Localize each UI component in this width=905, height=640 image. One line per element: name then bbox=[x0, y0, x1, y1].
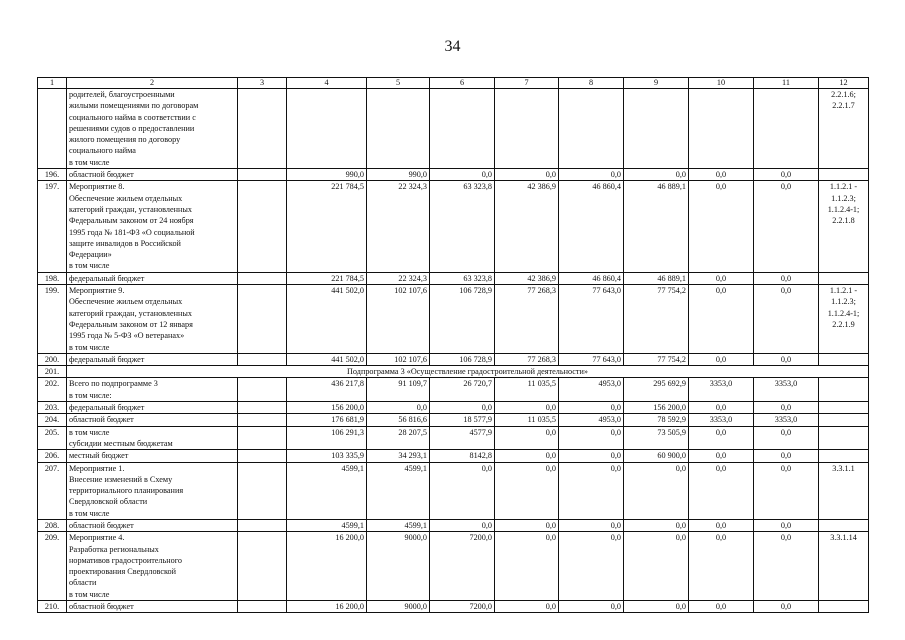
empty-cell bbox=[238, 353, 287, 365]
amount-cell: 18 577,9 bbox=[430, 414, 495, 426]
amount-cell: 0,0 bbox=[689, 169, 754, 181]
amount-cell: 0,0 bbox=[559, 402, 624, 414]
amount-cell: 156 200,0 bbox=[287, 402, 367, 414]
amount-cell bbox=[754, 89, 819, 169]
row-number-cell: 208. bbox=[38, 519, 67, 531]
amount-cell: 0,0 bbox=[754, 426, 819, 450]
amount-cell: 3353,0 bbox=[689, 414, 754, 426]
amount-cell: 102 107,6 bbox=[367, 353, 430, 365]
amount-cell: 28 207,5 bbox=[367, 426, 430, 450]
description-cell: областной бюджет bbox=[67, 169, 238, 181]
amount-cell: 0,0 bbox=[754, 462, 819, 519]
amount-cell: 4953,0 bbox=[559, 414, 624, 426]
amount-cell: 0,0 bbox=[559, 426, 624, 450]
target-reference-cell bbox=[819, 169, 869, 181]
amount-cell: 0,0 bbox=[430, 462, 495, 519]
header-cell: 10 bbox=[689, 78, 754, 89]
empty-cell bbox=[238, 285, 287, 354]
amount-cell: 7200,0 bbox=[430, 601, 495, 613]
table-row bbox=[38, 378, 869, 402]
amount-cell: 0,0 bbox=[367, 402, 430, 414]
empty-cell bbox=[238, 378, 287, 402]
amount-cell: 60 900,0 bbox=[624, 450, 689, 462]
amount-cell: 34 293,1 bbox=[367, 450, 430, 462]
amount-cell: 176 681,9 bbox=[287, 414, 367, 426]
amount-cell: 0,0 bbox=[689, 272, 754, 284]
amount-cell: 0,0 bbox=[689, 426, 754, 450]
amount-cell bbox=[287, 89, 367, 169]
amount-cell: 0,0 bbox=[689, 402, 754, 414]
amount-cell: 0,0 bbox=[689, 353, 754, 365]
amount-cell: 0,0 bbox=[754, 169, 819, 181]
amount-cell: 0,0 bbox=[430, 519, 495, 531]
empty-cell bbox=[238, 181, 287, 272]
amount-cell: 0,0 bbox=[754, 601, 819, 613]
header-cell: 5 bbox=[367, 78, 430, 89]
amount-cell bbox=[495, 89, 559, 169]
amount-cell: 77 754,2 bbox=[624, 353, 689, 365]
row-number-cell: 209. bbox=[38, 532, 67, 601]
table-row bbox=[38, 89, 869, 169]
amount-cell: 63 323,8 bbox=[430, 272, 495, 284]
amount-cell: 103 335,9 bbox=[287, 450, 367, 462]
amount-cell: 4599,1 bbox=[287, 519, 367, 531]
amount-cell: 0,0 bbox=[689, 285, 754, 354]
empty-cell bbox=[238, 532, 287, 601]
amount-cell: 3353,0 bbox=[689, 378, 754, 402]
target-reference-cell bbox=[819, 426, 869, 450]
row-number-cell: 198. bbox=[38, 272, 67, 284]
target-reference-cell bbox=[819, 378, 869, 402]
amount-cell: 77 268,3 bbox=[495, 285, 559, 354]
row-number-cell: 199. bbox=[38, 285, 67, 354]
target-reference-cell bbox=[819, 414, 869, 426]
table-row bbox=[38, 601, 869, 613]
amount-cell: 77 754,2 bbox=[624, 285, 689, 354]
amount-cell: 990,0 bbox=[287, 169, 367, 181]
amount-cell: 63 323,8 bbox=[430, 181, 495, 272]
empty-cell bbox=[238, 462, 287, 519]
row-number-cell: 207. bbox=[38, 462, 67, 519]
amount-cell: 0,0 bbox=[559, 462, 624, 519]
description-cell: местный бюджет bbox=[67, 450, 238, 462]
amount-cell: 78 592,9 bbox=[624, 414, 689, 426]
amount-cell bbox=[559, 89, 624, 169]
table-row bbox=[38, 426, 869, 450]
amount-cell: 3353,0 bbox=[754, 378, 819, 402]
amount-cell: 0,0 bbox=[430, 169, 495, 181]
amount-cell: 0,0 bbox=[689, 462, 754, 519]
target-reference-cell bbox=[819, 450, 869, 462]
amount-cell: 16 200,0 bbox=[287, 601, 367, 613]
amount-cell: 42 386,9 bbox=[495, 181, 559, 272]
description-cell: федеральный бюджет bbox=[67, 402, 238, 414]
amount-cell: 4599,1 bbox=[287, 462, 367, 519]
header-cell: 3 bbox=[238, 78, 287, 89]
amount-cell: 0,0 bbox=[430, 402, 495, 414]
table-row bbox=[38, 414, 869, 426]
row-number-cell: 203. bbox=[38, 402, 67, 414]
header-cell: 11 bbox=[754, 78, 819, 89]
table-row bbox=[38, 519, 869, 531]
amount-cell: 4599,1 bbox=[367, 462, 430, 519]
amount-cell: 0,0 bbox=[559, 169, 624, 181]
amount-cell: 156 200,0 bbox=[624, 402, 689, 414]
row-number-cell: 204. bbox=[38, 414, 67, 426]
description-cell: Мероприятие 8. Обеспечение жильем отдельных категорий граждан, установленных Федеральным законом от 24 ноября 1995 года № 181-ФЗ «О социальной защите инвалидов в Российской Федерации» в том числе bbox=[67, 181, 238, 272]
amount-cell bbox=[689, 89, 754, 169]
amount-cell: 4577,9 bbox=[430, 426, 495, 450]
empty-cell bbox=[238, 519, 287, 531]
header-cell: 9 bbox=[624, 78, 689, 89]
amount-cell: 0,0 bbox=[559, 450, 624, 462]
target-reference-cell bbox=[819, 601, 869, 613]
amount-cell: 221 784,5 bbox=[287, 272, 367, 284]
amount-cell: 0,0 bbox=[754, 285, 819, 354]
amount-cell: 42 386,9 bbox=[495, 272, 559, 284]
header-cell: 2 bbox=[67, 78, 238, 89]
row-number-cell: 202. bbox=[38, 378, 67, 402]
amount-cell bbox=[367, 89, 430, 169]
row-number-cell: 196. bbox=[38, 169, 67, 181]
amount-cell: 0,0 bbox=[559, 519, 624, 531]
empty-cell bbox=[238, 601, 287, 613]
amount-cell: 0,0 bbox=[495, 426, 559, 450]
amount-cell: 0,0 bbox=[754, 519, 819, 531]
amount-cell: 77 268,3 bbox=[495, 353, 559, 365]
amount-cell: 441 502,0 bbox=[287, 353, 367, 365]
empty-cell bbox=[238, 169, 287, 181]
amount-cell: 3353,0 bbox=[754, 414, 819, 426]
amount-cell: 46 889,1 bbox=[624, 272, 689, 284]
amount-cell: 0,0 bbox=[754, 402, 819, 414]
amount-cell: 221 784,5 bbox=[287, 181, 367, 272]
amount-cell: 106 728,9 bbox=[430, 285, 495, 354]
amount-cell: 0,0 bbox=[754, 450, 819, 462]
amount-cell: 9000,0 bbox=[367, 532, 430, 601]
header-cell: 4 bbox=[287, 78, 367, 89]
amount-cell bbox=[430, 89, 495, 169]
table-row bbox=[38, 462, 869, 519]
row-number-cell: 205. bbox=[38, 426, 67, 450]
table-row bbox=[38, 169, 869, 181]
amount-cell: 0,0 bbox=[495, 601, 559, 613]
description-cell: областной бюджет bbox=[67, 414, 238, 426]
subprogram-title-cell: Подпрограмма 3 «Осуществление градостроительной деятельности» bbox=[67, 366, 869, 378]
amount-cell: 0,0 bbox=[495, 402, 559, 414]
amount-cell: 0,0 bbox=[689, 532, 754, 601]
amount-cell: 16 200,0 bbox=[287, 532, 367, 601]
amount-cell: 0,0 bbox=[689, 450, 754, 462]
description-cell: Мероприятие 1. Внесение изменений в Схему территориального планирования Свердловской области в том числе bbox=[67, 462, 238, 519]
amount-cell: 295 692,9 bbox=[624, 378, 689, 402]
empty-cell bbox=[238, 402, 287, 414]
table-row bbox=[38, 353, 869, 365]
description-cell: Мероприятие 4. Разработка региональных нормативов градостроительного проектирования Свердловской области в том числе bbox=[67, 532, 238, 601]
table-row bbox=[38, 402, 869, 414]
table-row bbox=[38, 272, 869, 284]
description-cell: в том числе субсидии местным бюджетам bbox=[67, 426, 238, 450]
amount-cell: 77 643,0 bbox=[559, 285, 624, 354]
header-cell: 1 bbox=[38, 78, 67, 89]
target-reference-cell bbox=[819, 402, 869, 414]
amount-cell: 7200,0 bbox=[430, 532, 495, 601]
amount-cell: 0,0 bbox=[689, 519, 754, 531]
target-reference-cell bbox=[819, 519, 869, 531]
target-reference-cell: 3.3.1.14 bbox=[819, 532, 869, 601]
header-cell: 12 bbox=[819, 78, 869, 89]
amount-cell bbox=[624, 89, 689, 169]
description-cell: областной бюджет bbox=[67, 601, 238, 613]
target-reference-cell bbox=[819, 272, 869, 284]
amount-cell: 106 728,9 bbox=[430, 353, 495, 365]
amount-cell: 91 109,7 bbox=[367, 378, 430, 402]
amount-cell: 0,0 bbox=[495, 532, 559, 601]
amount-cell: 0,0 bbox=[624, 519, 689, 531]
amount-cell: 0,0 bbox=[559, 601, 624, 613]
description-cell: областной бюджет bbox=[67, 519, 238, 531]
amount-cell: 22 324,3 bbox=[367, 272, 430, 284]
amount-cell: 0,0 bbox=[689, 601, 754, 613]
amount-cell: 4599,1 bbox=[367, 519, 430, 531]
amount-cell: 0,0 bbox=[754, 181, 819, 272]
table-row bbox=[38, 532, 869, 601]
target-reference-cell: 1.1.2.1 - 1.1.2.3; 1.1.2.4-1; 2.2.1.8 bbox=[819, 181, 869, 272]
amount-cell: 0,0 bbox=[495, 519, 559, 531]
amount-cell: 106 291,3 bbox=[287, 426, 367, 450]
amount-cell: 0,0 bbox=[495, 462, 559, 519]
amount-cell: 4953,0 bbox=[559, 378, 624, 402]
header-cell: 7 bbox=[495, 78, 559, 89]
amount-cell: 46 860,4 bbox=[559, 272, 624, 284]
amount-cell: 441 502,0 bbox=[287, 285, 367, 354]
row-number-cell bbox=[38, 89, 67, 169]
row-number-cell: 206. bbox=[38, 450, 67, 462]
row-number-cell: 201. bbox=[38, 366, 67, 378]
amount-cell: 0,0 bbox=[624, 532, 689, 601]
amount-cell: 0,0 bbox=[754, 272, 819, 284]
page-number: 34 bbox=[444, 38, 461, 55]
table-row bbox=[38, 285, 869, 354]
amount-cell: 73 505,9 bbox=[624, 426, 689, 450]
amount-cell: 0,0 bbox=[624, 169, 689, 181]
amount-cell: 77 643,0 bbox=[559, 353, 624, 365]
subprogram-row bbox=[38, 366, 869, 378]
row-number-cell: 210. bbox=[38, 601, 67, 613]
description-cell: Всего по подпрограмме 3 в том числе: bbox=[67, 378, 238, 402]
amount-cell: 11 035,5 bbox=[495, 378, 559, 402]
target-reference-cell bbox=[819, 353, 869, 365]
amount-cell: 0,0 bbox=[495, 169, 559, 181]
amount-cell: 46 860,4 bbox=[559, 181, 624, 272]
budget-table bbox=[37, 77, 869, 613]
empty-cell bbox=[238, 272, 287, 284]
amount-cell: 26 720,7 bbox=[430, 378, 495, 402]
header-cell: 8 bbox=[559, 78, 624, 89]
amount-cell: 0,0 bbox=[559, 532, 624, 601]
amount-cell: 8142,8 bbox=[430, 450, 495, 462]
amount-cell: 436 217,8 bbox=[287, 378, 367, 402]
amount-cell: 0,0 bbox=[689, 181, 754, 272]
amount-cell: 0,0 bbox=[754, 353, 819, 365]
empty-cell bbox=[238, 426, 287, 450]
empty-cell bbox=[238, 450, 287, 462]
description-cell: Мероприятие 9. Обеспечение жильем отдельных категорий граждан, установленных Федеральным законом от 12 января 1995 года № 5-ФЗ «О ветеранах» в том числе bbox=[67, 285, 238, 354]
amount-cell: 56 816,6 bbox=[367, 414, 430, 426]
amount-cell: 0,0 bbox=[495, 450, 559, 462]
amount-cell: 0,0 bbox=[624, 462, 689, 519]
row-number-cell: 197. bbox=[38, 181, 67, 272]
amount-cell: 0,0 bbox=[754, 532, 819, 601]
target-reference-cell: 1.1.2.1 - 1.1.2.3; 1.1.2.4-1; 2.2.1.9 bbox=[819, 285, 869, 354]
amount-cell: 9000,0 bbox=[367, 601, 430, 613]
description-cell: федеральный бюджет bbox=[67, 272, 238, 284]
amount-cell: 990,0 bbox=[367, 169, 430, 181]
amount-cell: 0,0 bbox=[624, 601, 689, 613]
description-cell: федеральный бюджет bbox=[67, 353, 238, 365]
amount-cell: 11 035,5 bbox=[495, 414, 559, 426]
amount-cell: 46 889,1 bbox=[624, 181, 689, 272]
amount-cell: 22 324,3 bbox=[367, 181, 430, 272]
amount-cell: 102 107,6 bbox=[367, 285, 430, 354]
description-cell: родителей, благоустроенными жилыми помещениями по договорам социального найма в соответствии с решениями судов о предоставлении жилого помещения по договору социального найма в том числе bbox=[67, 89, 238, 169]
target-reference-cell: 2.2.1.6; 2.2.1.7 bbox=[819, 89, 869, 169]
target-reference-cell: 3.3.1.1 bbox=[819, 462, 869, 519]
empty-cell bbox=[238, 414, 287, 426]
empty-cell bbox=[238, 89, 287, 169]
row-number-cell: 200. bbox=[38, 353, 67, 365]
table-row bbox=[38, 450, 869, 462]
column-number-header bbox=[38, 78, 869, 89]
header-cell: 6 bbox=[430, 78, 495, 89]
table-row bbox=[38, 181, 869, 272]
